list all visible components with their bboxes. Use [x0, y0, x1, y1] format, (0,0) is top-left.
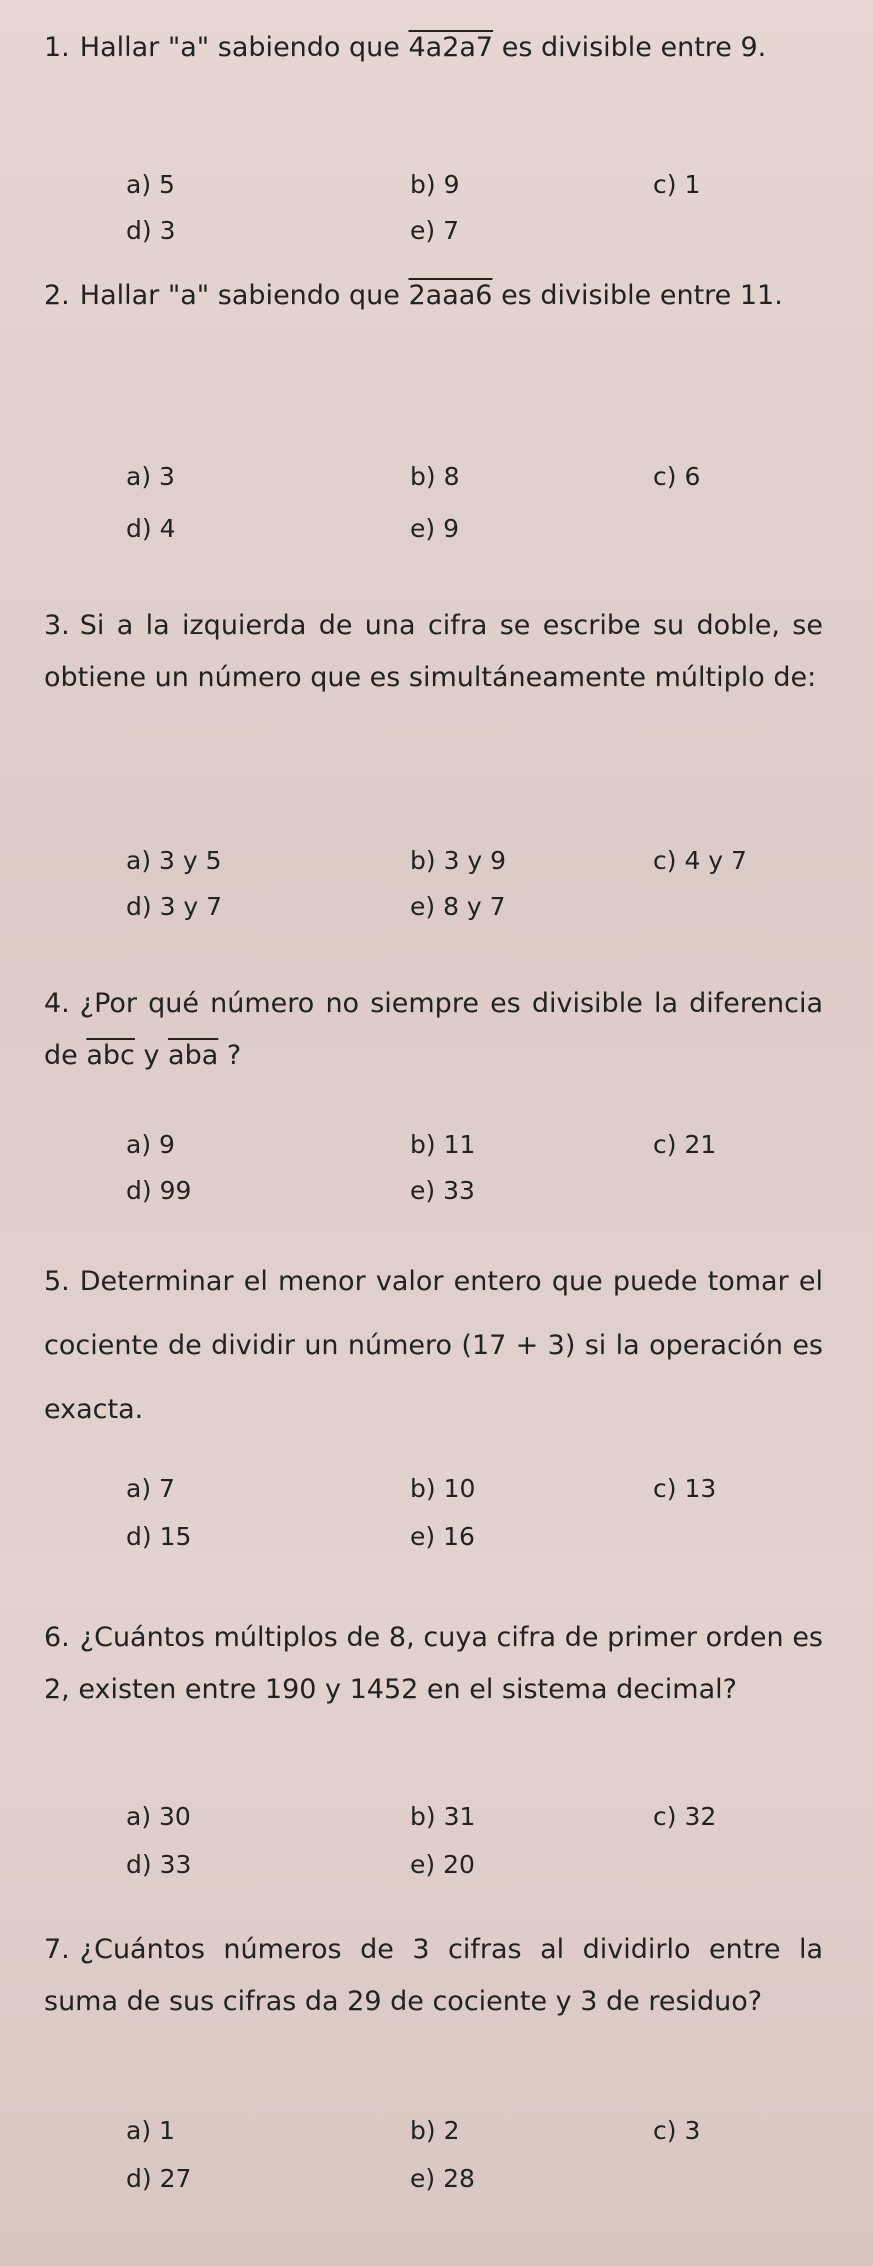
question-number: 6. [44, 1622, 70, 1653]
question-text [44, 1612, 823, 1716]
overlined-number: 2aaa6 [408, 280, 493, 311]
option-a[interactable]: a) 9 [126, 1130, 175, 1159]
option-b[interactable]: b) 10 [410, 1474, 476, 1503]
option-c[interactable]: c) 3 [653, 2116, 701, 2145]
question-text [44, 22, 823, 74]
option-a[interactable]: a) 5 [126, 170, 175, 199]
option-a[interactable]: a) 30 [126, 1802, 191, 1831]
option-b[interactable]: b) 3 y 9 [410, 846, 507, 875]
option-b[interactable]: b) 9 [410, 170, 460, 199]
question-body: ¿Cuántos múltiplos de 8, cuya cifra de primer orden es 2, existen entre 190 y 1452 en el sistema decimal? [44, 1622, 823, 1705]
question-text [44, 1924, 823, 2028]
option-d[interactable]: d) 27 [126, 2164, 192, 2193]
option-d[interactable]: d) 3 y 7 [126, 892, 223, 921]
question-text-before: Determinar el menor valor entero que puede tomar el cociente de dividir un número [44, 1266, 823, 1361]
question-text-after: si la operación es exacta. [44, 1330, 823, 1425]
expression: (17 + 3) [461, 1330, 576, 1361]
option-e[interactable]: e) 8 y 7 [410, 892, 506, 921]
question-number: 1. [44, 32, 70, 63]
option-b[interactable]: b) 11 [410, 1130, 476, 1159]
option-a[interactable]: a) 3 y 5 [126, 846, 222, 875]
option-d[interactable]: d) 3 [126, 216, 176, 245]
question-text-mid: y [134, 1040, 169, 1071]
question-number: 3. [44, 610, 70, 641]
option-d[interactable]: d) 15 [126, 1522, 192, 1551]
option-c[interactable]: c) 13 [653, 1474, 717, 1503]
option-c[interactable]: c) 32 [653, 1802, 717, 1831]
option-b[interactable]: b) 8 [410, 462, 460, 491]
option-b[interactable]: b) 31 [410, 1802, 476, 1831]
question-number: 2. [44, 280, 70, 311]
overlined-number-1: $\overline{abc}$ [86, 1040, 135, 1071]
question-text-before: Hallar "a" sabiendo que [79, 280, 409, 311]
question-text-after: ? [218, 1040, 242, 1071]
question-text [44, 978, 823, 1082]
question-body: ¿Cuántos números de 3 cifras al dividirlo entre la suma de sus cifras da 29 de cociente y 3 de residuo? [44, 1934, 823, 2017]
option-e[interactable]: e) 33 [410, 1176, 475, 1205]
option-c[interactable]: c) 21 [653, 1130, 717, 1159]
option-c[interactable]: c) 4 y 7 [653, 846, 747, 875]
overlined-number: 4a2a7 [408, 32, 494, 63]
option-a[interactable]: a) 7 [126, 1474, 175, 1503]
option-b[interactable]: b) 2 [410, 2116, 460, 2145]
question-number: 5. [44, 1266, 70, 1297]
option-c[interactable]: c) 6 [653, 462, 701, 491]
option-d[interactable]: d) 4 [126, 514, 176, 543]
question-number: 4. [44, 988, 70, 1019]
question-text-after: es divisible entre 11. [492, 280, 783, 311]
question-text-before: ¿Por qué número no siempre es divisible la diferencia de [44, 988, 823, 1071]
option-a[interactable]: a) 1 [126, 2116, 175, 2145]
option-d[interactable]: d) 33 [126, 1850, 192, 1879]
option-e[interactable]: e) 7 [410, 216, 459, 245]
option-c[interactable]: c) 1 [653, 170, 701, 199]
option-e[interactable]: e) 28 [410, 2164, 475, 2193]
question-text [44, 600, 823, 704]
question-text [44, 1250, 823, 1442]
overlined-number-2: $\overline{aba}$ [168, 1040, 219, 1071]
question-text-before: Hallar "a" sabiendo que [79, 32, 409, 63]
option-e[interactable]: e) 16 [410, 1522, 475, 1551]
question-number: 7. [44, 1934, 70, 1965]
question-body: Si a la izquierda de una cifra se escribe su doble, se obtiene un número que es simultáneamente múltiplo de: [44, 610, 823, 693]
question-text-after: es divisible entre 9. [493, 32, 767, 63]
option-e[interactable]: e) 20 [410, 1850, 475, 1879]
option-a[interactable]: a) 3 [126, 462, 175, 491]
option-e[interactable]: e) 9 [410, 514, 459, 543]
question-text [44, 270, 823, 322]
option-d[interactable]: d) 99 [126, 1176, 192, 1205]
